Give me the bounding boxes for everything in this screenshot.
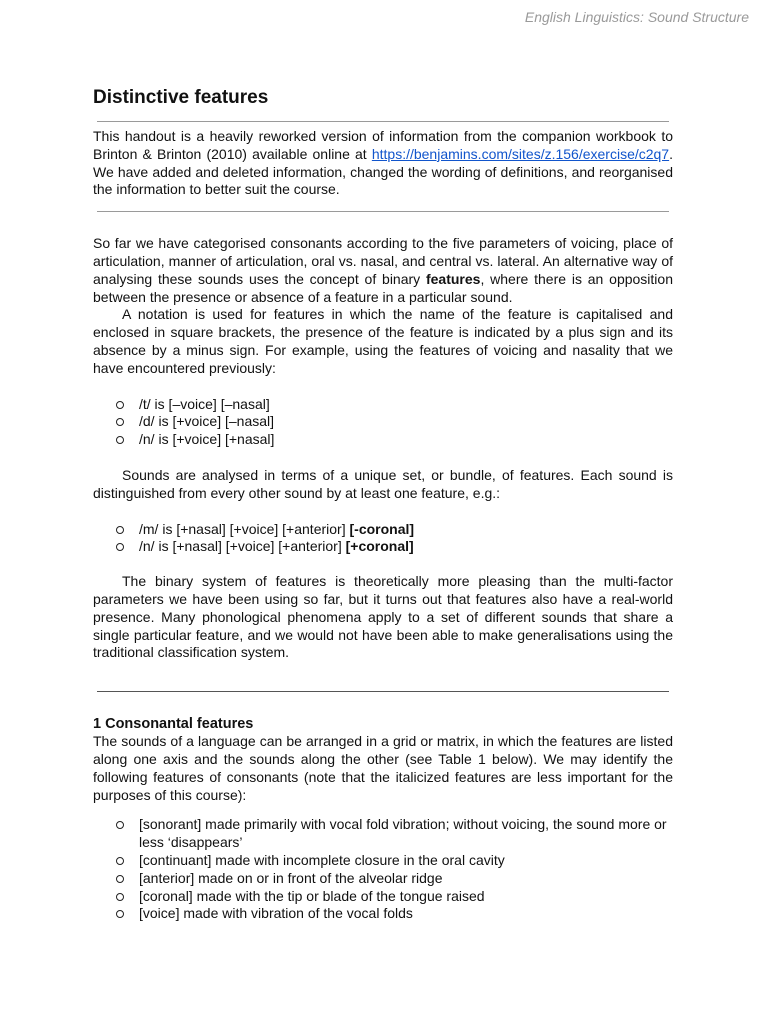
coronal-list xyxy=(93,521,673,557)
list-item-bold: [-coronal] xyxy=(349,520,415,537)
list-item-text: /m/ is [+nasal] [+voice] [+anterior] xyxy=(139,520,350,537)
intro-text-end: . We have added and deleted information, changed the wording of definitions, and reorganised the information to better suit the course. xyxy=(93,145,673,198)
list-item: [coronal] made with the tip or blade of the tongue raised xyxy=(93,888,673,906)
page-title: Distinctive features xyxy=(93,87,269,108)
list-item-text: /n/ is [+nasal] [+voice] [+anterior] xyxy=(139,538,346,555)
list-item: /d/ is [+voice] [–nasal] xyxy=(93,413,673,431)
paragraph-bundles: Sounds are analysed in terms of a unique set, or bundle, of features. Each sound is distinguished from every other sound by at least one feature, e.g.: xyxy=(93,466,673,501)
list-item: /n/ is [+voice] [+nasal] xyxy=(93,431,673,449)
consonant-features-list xyxy=(93,816,673,923)
paragraph-binary-system: The binary system of features is theoretically more pleasing than the multi-factor parameters we have been using so far, but it turns out that features also have a real-world presence. Many phonological phenomena apply to a set of different sounds that share a single particular feature, and we would not have been able to make generalisations using the traditional classification system. xyxy=(93,573,673,661)
document-body xyxy=(93,86,673,923)
workbook-link[interactable]: https://benjamins.com/sites/z.156/exercise/c2q7 xyxy=(371,145,670,162)
section-heading: 1 Consonantal features xyxy=(93,716,254,733)
running-header: English Linguistics: Sound Structure xyxy=(524,9,749,25)
intro-text: This handout is a heavily reworked version of information from the companion workbook to Brinton & Brinton (2010) available online at xyxy=(93,128,673,162)
paragraph-binary-features xyxy=(93,235,673,306)
list-item xyxy=(93,538,673,556)
list-item: [voice] made with vibration of the vocal folds xyxy=(93,905,673,923)
paragraph-notation: A notation is used for features in which the name of the feature is capitalised and enclosed in square brackets, the presence of the feature is indicated by a plus sign and its absence by a minus sign. For example, using the features of voicing and nasality that we have encountered previously: xyxy=(93,306,673,376)
paragraph-text: So far we have categorised consonants according to the five parameters of voicing, place of articulation, manner of articulation, oral vs. nasal, and central vs. lateral. An alternative way of analysing these sounds uses the concept of binary xyxy=(93,235,673,287)
features-term: features xyxy=(425,270,481,287)
list-item: [sonorant] made primarily with vocal fold vibration; without voicing, the sound more or less ‘disappears’ xyxy=(93,816,673,852)
list-item-bold: [+coronal] xyxy=(345,538,414,555)
list-item: /t/ is [–voice] [–nasal] xyxy=(93,396,673,414)
section-paragraph: The sounds of a language can be arranged in a grid or matrix, in which the features are listed along one axis and the sounds along the other (see Table 1 below). We may identify the following features of consonants (note that the italicized features are less important for the purposes of this course): xyxy=(93,733,673,803)
paragraph-text-end: , where there is an opposition between the presence or absence of a feature in a particular sound. xyxy=(93,270,673,305)
list-item: [anterior] made on or in front of the alveolar ridge xyxy=(93,870,673,888)
intro-paragraph xyxy=(93,128,673,199)
list-item xyxy=(93,521,673,539)
voice-nasal-list xyxy=(93,396,673,449)
list-item: [continuant] made with incomplete closure in the oral cavity xyxy=(93,852,673,870)
